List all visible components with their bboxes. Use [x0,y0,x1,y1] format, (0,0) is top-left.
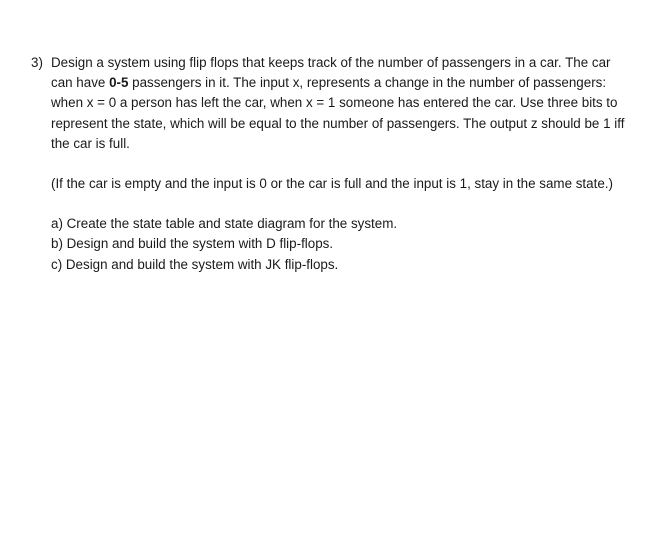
task-b: b) Design and build the system with D flip-flops. [51,236,334,252]
question-main [31,53,631,154]
question-text-part1: Design a system using flip flops that keeps track of the number of passengers in a car. The car can have [51,55,611,91]
spacer [31,154,631,174]
passenger-range-bold: 0-5 [109,75,129,91]
question-note: (If the car is empty and the input is 0 or the car is full and the input is 1, stay in the same state.) [51,176,613,192]
task-c: c) Design and build the system with JK flip-flops. [51,256,339,272]
task-a: a) Create the state table and state diagram for the system. [51,216,398,232]
question-block [31,53,631,275]
question-number: 3) [31,55,43,70]
question-text-part2: passengers in it. The input x, represents a change in the number of passengers: when x = 0 a person has left the car, when x = 1 someone has entered the car. Use three bits to represent the state, which will be equal to the number of passengers. The output z should be 1 iff the car is full. [51,75,625,151]
spacer [31,194,631,214]
question-paragraph [51,53,631,154]
